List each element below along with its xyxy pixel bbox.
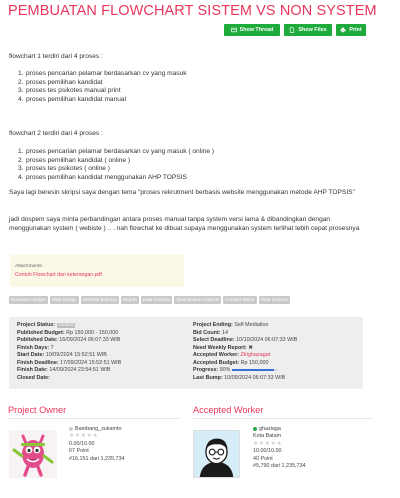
project-details: [9, 317, 363, 389]
list-item: 4. proses pemilihan kandidat menggunakan AHP TOPSIS: [18, 173, 187, 181]
skill-tag[interactable]: Data Science: [260, 297, 288, 302]
show-files-button[interactable]: [284, 24, 332, 36]
detail-bump: Last Bump: 10/09/2024 06:07:33 WIB: [193, 374, 286, 381]
worker-name[interactable]: ghaziaga: [259, 426, 281, 432]
star-rating-icon: ★★★★★: [69, 433, 99, 440]
worker-rank: #5,790 dari 1,235,734: [253, 463, 306, 470]
printer-icon: [340, 27, 346, 33]
details-left: [17, 322, 121, 382]
skill-tag[interactable]: Web Design: [51, 297, 77, 302]
detail-ending: Project Ending: Self Mediation: [193, 322, 269, 328]
star-rating-icon: ★★★★★: [253, 440, 283, 447]
page-title: PEMBUATAN FLOWCHART SISTEM VS NON SYSTEM: [8, 3, 377, 19]
show-thread-button[interactable]: [224, 24, 280, 36]
monster-icon: [9, 430, 57, 478]
divider: [193, 418, 373, 419]
comparison-paragraph: jadi dospem saya minta perbandingan antara proses manual tanpa system versi lama & dibandingkan dengan menggunakan system ( webiste ) .. . nah flowchat ke dibuat supaya menggunakan system terlihat lebih cepat prosesnya: [9, 216, 360, 232]
attachment-link[interactable]: Contoh Flowchart dan keterangan.pdf: [15, 272, 102, 278]
detail-finish-date: Finish Date: 14/09/2024 23:54:51 WIB: [17, 367, 111, 373]
skill-tags: [9, 296, 290, 304]
worker-meta: [253, 426, 305, 470]
detail-deadline: Finish Deadline: 17/09/2024 15:52:51 WIB: [17, 359, 122, 366]
status-badge: Closed: [58, 323, 74, 328]
detail-bid: Bid Count: 14: [193, 329, 229, 336]
worker-points: 40 Point: [253, 455, 273, 462]
worker-rating: 10.00/10.00: [253, 448, 282, 455]
owner-meta: [69, 426, 124, 463]
skill-tag[interactable]: Quantitative Analysis: [176, 297, 220, 302]
detail-budget: Published Budget: Rp 150,000 - 150,000: [17, 329, 119, 336]
worker-avatar[interactable]: [193, 430, 240, 478]
project-owner-heading: Project Owner: [8, 405, 67, 415]
list-item: 3. proses tes psikotes ( online ): [18, 165, 110, 173]
person-icon: [194, 431, 239, 477]
list-item: 3. proses tes psikotes manual print: [18, 87, 121, 95]
cross-icon: ✖: [248, 344, 253, 351]
flowchart1-intro: flowchart 1 terdiri dari 4 proses :: [9, 53, 103, 60]
detail-published: Published Date: 16/09/2024 06:07:33 WIB: [17, 337, 121, 343]
detail-progress: Progress: 90%: [193, 367, 297, 375]
worker-city: Kota Batam: [253, 433, 282, 440]
detail-select-deadline: Select Deadline: 10/10/2024 06:07:33 WIB: [193, 337, 298, 343]
offline-status-icon: [69, 427, 73, 431]
skill-tag[interactable]: Report: [122, 297, 137, 302]
list-item: 2. proses pemilihan kandidat: [18, 78, 103, 86]
project-actions: [224, 24, 366, 36]
print-button[interactable]: [336, 24, 366, 36]
files-icon: [289, 27, 295, 33]
skill-tag[interactable]: Business Analyst: [11, 297, 46, 302]
owner-name[interactable]: Bambang_sukamto: [75, 426, 122, 432]
show-files-label: Show Files: [298, 27, 327, 33]
detail-finish-days: Finish Days: 7: [17, 344, 54, 351]
list-item: 2. proses pemilihan kandidat ( online ): [18, 156, 131, 164]
detail-accepted-budget: Accepted Budget: Rp 150,000: [193, 359, 269, 366]
thread-icon: [231, 27, 237, 33]
details-right: [193, 322, 297, 382]
progress-bar: [232, 369, 278, 371]
skill-tag[interactable]: Website Building: [82, 297, 117, 302]
owner-rating: 0.00/10.00: [69, 440, 95, 447]
flowchart2-list: [18, 148, 214, 182]
owner-points: 67 Point: [69, 448, 89, 455]
attachments-box: [10, 255, 184, 287]
worker-link[interactable]: Zlrighazagat: [240, 352, 271, 358]
progress-fill: [232, 369, 273, 371]
owner-avatar[interactable]: [9, 430, 57, 478]
skill-tag[interactable]: Content Writer: [225, 297, 255, 302]
skill-tag[interactable]: Data Analysis: [142, 297, 171, 302]
thesis-paragraph: Saya lagi beresin skripsi saya dengan tema "proses rekrutment berbasis website menggunakan metode AHP TOPSIS": [9, 189, 355, 196]
list-item: 1. proses pencarian pelamar berdasarkan cv yang masuk: [18, 70, 187, 77]
detail-status: Project Status: Closed: [17, 322, 74, 328]
detail-start: Start Date: 10/09/2024 15:52:51 WIB: [17, 352, 107, 358]
detail-worker: Accepted Worker: Zlrighazagat: [193, 352, 271, 358]
divider: [8, 418, 180, 419]
detail-closed: Closed Date:: [17, 374, 50, 381]
detail-weekly: Need Weekly Report: ✖: [193, 344, 253, 351]
online-status-icon: [253, 427, 257, 431]
attachments-label: Attachments:: [15, 264, 43, 269]
flowchart1-list: [18, 70, 187, 104]
list-item: 4. proses pemilihan kandidat manual: [18, 95, 127, 103]
print-label: Print: [349, 27, 362, 33]
flowchart2-intro: flowchart 2 terdiri dari 4 proses :: [9, 130, 103, 137]
list-item: 1. proses pencarian pelamar berdasarkan cv yang masuk ( online ): [18, 148, 215, 155]
accepted-worker-heading: Accepted Worker: [193, 405, 264, 415]
show-thread-label: Show Thread: [239, 27, 274, 33]
owner-rank: #16,151 dari 1,235,734: [69, 455, 125, 462]
